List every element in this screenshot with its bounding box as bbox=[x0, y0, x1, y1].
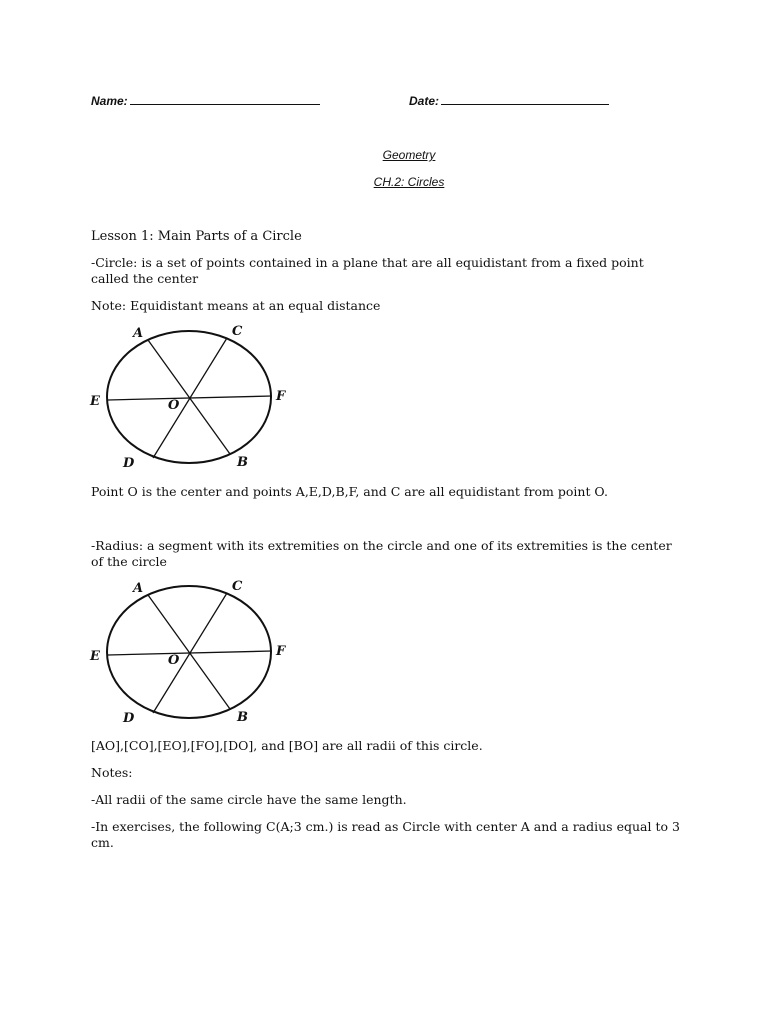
note-notation: -In exercises, the following C(A;3 cm.) is read as Circle with center A and a radius equal to 3 cm. bbox=[91, 819, 680, 850]
date-blank-line[interactable] bbox=[441, 93, 609, 105]
point-label-e: E bbox=[90, 649, 100, 664]
equidistant-note: Note: Equidistant means at an equal distance bbox=[91, 298, 381, 313]
subject-title: Geometry bbox=[382, 148, 436, 162]
point-label-d: D bbox=[123, 711, 135, 726]
center-statement: Point O is the center and points A,E,D,B,F, and C are all equidistant from point O. bbox=[91, 484, 608, 499]
circle-definition: -Circle: is a set of points contained in a plane that are all equidistant from a fixed point called the center bbox=[91, 255, 644, 286]
notes-heading: Notes: bbox=[91, 765, 133, 780]
point-label-d: D bbox=[123, 456, 135, 471]
point-label-o: O bbox=[168, 653, 180, 668]
radii-statement: [AO],[CO],[EO],[FO],[DO], and [BO] are all radii of this circle. bbox=[91, 738, 483, 753]
note-same-length: -All radii of the same circle have the same length. bbox=[91, 792, 407, 807]
name-field[interactable] bbox=[91, 93, 320, 108]
point-label-c: C bbox=[232, 324, 243, 339]
point-label-a: A bbox=[133, 581, 144, 596]
circle-diagram-2 bbox=[86, 577, 296, 727]
radius-definition: -Radius: a segment with its extremities on the circle and one of its extremities is the center of the circle bbox=[91, 538, 672, 569]
point-label-a: A bbox=[133, 326, 144, 341]
point-label-c: C bbox=[232, 579, 243, 594]
point-label-f: F bbox=[276, 644, 286, 659]
lesson-heading: Lesson 1: Main Parts of a Circle bbox=[91, 229, 302, 244]
name-label: Name: bbox=[91, 94, 128, 108]
name-blank-line[interactable] bbox=[130, 93, 320, 105]
point-label-o: O bbox=[168, 398, 180, 413]
date-label: Date: bbox=[409, 94, 440, 108]
date-field[interactable] bbox=[409, 93, 609, 108]
chapter-title: CH.2: Circles bbox=[373, 175, 445, 189]
point-label-e: E bbox=[90, 394, 100, 409]
circle-diagram-1 bbox=[86, 322, 296, 472]
point-label-b: B bbox=[237, 455, 248, 470]
point-label-f: F bbox=[276, 389, 286, 404]
point-label-b: B bbox=[237, 710, 248, 725]
